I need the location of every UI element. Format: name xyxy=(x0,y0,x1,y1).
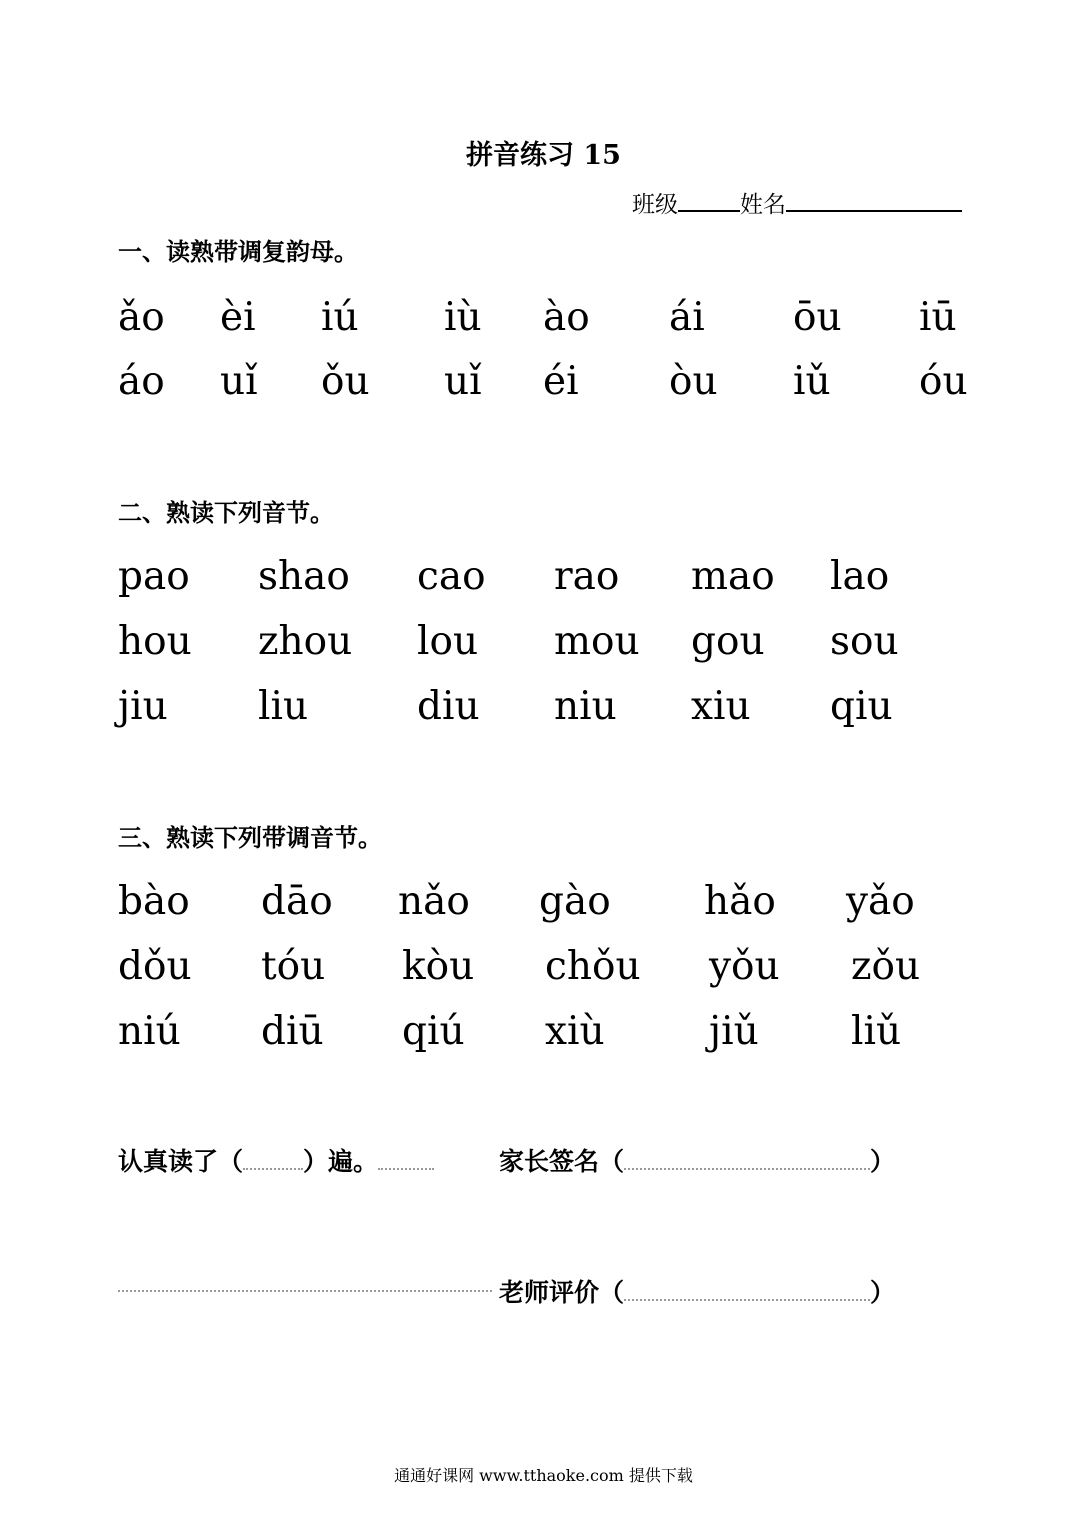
syllable: ái xyxy=(669,295,705,340)
syllable: òu xyxy=(669,359,718,404)
section-3-heading: 三、熟读下列带调音节。 xyxy=(118,823,382,852)
teacher-label: 老师评价（ xyxy=(499,1278,625,1307)
dotted-leader xyxy=(118,1290,492,1292)
syllable: hǎo xyxy=(704,879,776,924)
syllable: jiu xyxy=(118,684,168,729)
syllable: iù xyxy=(444,295,482,340)
syllable: nǎo xyxy=(398,879,470,924)
syllable: lou xyxy=(417,619,479,664)
syllable: hou xyxy=(118,619,192,664)
syllable: uǐ xyxy=(444,359,482,404)
syllable: zhou xyxy=(258,619,353,664)
syllable: sou xyxy=(830,619,899,664)
syllable: qiu xyxy=(830,684,893,729)
class-blank[interactable] xyxy=(678,188,740,212)
read-suffix: ）遍。 xyxy=(303,1147,379,1176)
syllable: yǎo xyxy=(846,879,915,924)
download-credit: 通通好课网 www.tthaoke.com 提供下载 xyxy=(394,1466,693,1485)
syllable: uǐ xyxy=(220,359,258,404)
read-count-blank[interactable] xyxy=(243,1150,303,1170)
syllable: zǒu xyxy=(851,944,921,989)
parent-label: 家长签名（ xyxy=(499,1147,625,1176)
syllable: liu xyxy=(258,684,309,729)
name-label: 姓名 xyxy=(740,192,786,218)
syllable: qiú xyxy=(402,1009,465,1054)
syllable: mou xyxy=(554,619,640,664)
syllable: rao xyxy=(554,554,620,599)
teacher-close: ） xyxy=(870,1278,896,1307)
syllable: óu xyxy=(919,359,968,404)
syllable: ào xyxy=(543,295,590,340)
teacher-evaluation-line xyxy=(499,1273,895,1309)
name-blank[interactable] xyxy=(786,188,962,212)
syllable: diu xyxy=(417,684,480,729)
parent-signature-line xyxy=(499,1142,895,1178)
syllable: bào xyxy=(118,879,190,924)
syllable: cao xyxy=(417,554,486,599)
syllable: niú xyxy=(118,1009,181,1054)
read-count-line xyxy=(118,1142,434,1178)
syllable: ǎo xyxy=(118,295,165,340)
parent-signature-blank[interactable] xyxy=(624,1150,870,1170)
teacher-evaluation-blank[interactable] xyxy=(624,1281,870,1301)
page-title: 拼音练习 15 xyxy=(466,140,621,171)
syllable: lao xyxy=(830,554,890,599)
syllable: ōu xyxy=(793,295,842,340)
syllable: xiù xyxy=(545,1009,605,1054)
syllable: diū xyxy=(261,1009,324,1054)
dotted-leader xyxy=(378,1150,434,1170)
syllable: èi xyxy=(220,295,256,340)
syllable: éi xyxy=(543,359,579,404)
syllable: mao xyxy=(691,554,775,599)
syllable: kòu xyxy=(402,944,475,989)
syllable: jiǔ xyxy=(709,1009,759,1054)
class-name-line xyxy=(632,186,962,219)
syllable: dǒu xyxy=(118,944,192,989)
syllable: shao xyxy=(258,554,350,599)
syllable: gou xyxy=(691,619,765,664)
read-prefix: 认真读了（ xyxy=(118,1147,244,1176)
section-1-heading: 一、读熟带调复韵母。 xyxy=(118,237,358,266)
syllable: áo xyxy=(118,359,165,404)
syllable: niu xyxy=(554,684,617,729)
syllable: xiu xyxy=(691,684,751,729)
section-2-heading: 二、熟读下列音节。 xyxy=(118,498,334,527)
syllable: tóu xyxy=(261,944,326,989)
syllable: dāo xyxy=(261,879,333,924)
syllable: yǒu xyxy=(709,944,780,989)
class-label: 班级 xyxy=(632,192,678,218)
syllable: iǔ xyxy=(793,359,831,404)
syllable: iū xyxy=(919,295,957,340)
syllable: iú xyxy=(321,295,359,340)
syllable: ǒu xyxy=(321,359,370,404)
syllable: chǒu xyxy=(545,944,641,989)
syllable: gào xyxy=(539,879,611,924)
syllable: pao xyxy=(118,554,190,599)
syllable: liǔ xyxy=(851,1009,902,1054)
parent-close: ） xyxy=(870,1147,896,1176)
